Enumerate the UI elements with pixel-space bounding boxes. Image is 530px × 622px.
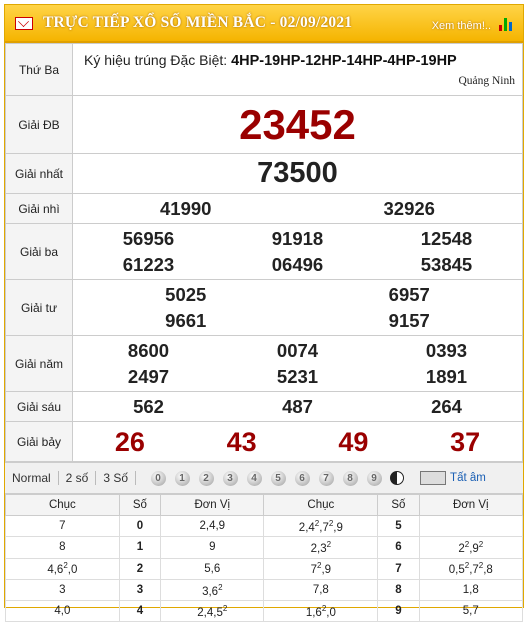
bar-chart-icon[interactable] bbox=[499, 18, 513, 31]
prize-5-value: 5231 bbox=[276, 365, 319, 387]
loto-row bbox=[6, 601, 523, 622]
prize-7-label: Giải bảy bbox=[6, 422, 73, 462]
digit-ball[interactable]: 0 bbox=[151, 471, 166, 486]
loto-table bbox=[5, 494, 523, 622]
loto-cell: $2,4^2,7^2,9$ bbox=[264, 516, 378, 537]
symbol-line bbox=[74, 52, 521, 69]
loto-rows bbox=[6, 516, 523, 622]
mail-icon bbox=[15, 17, 33, 30]
prize-5-value: 8600 bbox=[127, 339, 170, 361]
yin-yang-icon[interactable] bbox=[390, 471, 404, 485]
loto-cell: 2,4,9 bbox=[161, 516, 264, 537]
loto-cell: 3 bbox=[6, 579, 120, 600]
header-bar bbox=[5, 5, 523, 43]
loto-header: Chục bbox=[264, 495, 378, 516]
prize-3-value: 12548 bbox=[420, 227, 473, 249]
see-more-link[interactable]: Xem thêm!.. bbox=[431, 20, 491, 32]
prize-6-label: Giải sáu bbox=[6, 392, 73, 422]
print-icon[interactable] bbox=[420, 471, 446, 485]
loto-row bbox=[6, 579, 523, 600]
prize-1-value: 73500 bbox=[257, 157, 338, 189]
prize-3-value: 56956 bbox=[122, 227, 175, 249]
symbol-value: 4HP-19HP-12HP-14HP-4HP-19HP bbox=[231, 53, 457, 69]
prize-db-value: 23452 bbox=[239, 100, 356, 148]
loto-row bbox=[6, 558, 523, 579]
loto-header: Đơn Vị bbox=[161, 495, 264, 516]
prize-5-value: 0393 bbox=[425, 339, 468, 361]
prize-7-value: 37 bbox=[450, 426, 481, 457]
results-table bbox=[5, 43, 523, 462]
option-2-digits[interactable]: 2 số bbox=[59, 471, 97, 485]
prize-7-value: 43 bbox=[226, 426, 257, 457]
prize-6-value: 562 bbox=[133, 395, 164, 417]
loto-header: Số bbox=[378, 495, 419, 516]
loto-digit: 5 bbox=[378, 516, 419, 537]
loto-header: Số bbox=[119, 495, 160, 516]
digit-ball[interactable]: 2 bbox=[199, 471, 214, 486]
loto-digit: 8 bbox=[378, 579, 419, 600]
symbol-cell bbox=[73, 44, 523, 96]
loto-row bbox=[6, 516, 523, 537]
option-normal[interactable]: Normal bbox=[5, 471, 59, 485]
prize-2-value: 41990 bbox=[160, 197, 212, 219]
loto-digit: 3 bbox=[119, 579, 160, 600]
loto-cell: $7^2,9$ bbox=[264, 558, 378, 579]
loto-digit: 7 bbox=[378, 558, 419, 579]
loto-digit: 2 bbox=[119, 558, 160, 579]
digit-ball[interactable]: 5 bbox=[271, 471, 286, 486]
loto-cell: $2,3^2$ bbox=[264, 537, 378, 558]
prize-2-label: Giải nhì bbox=[6, 194, 73, 224]
loto-cell bbox=[419, 516, 522, 537]
digit-ball[interactable]: 6 bbox=[295, 471, 310, 486]
prize-3-value: 91918 bbox=[271, 227, 324, 249]
digit-ball[interactable]: 9 bbox=[367, 471, 382, 486]
results-panel bbox=[4, 4, 524, 619]
prize-4-value: 9157 bbox=[388, 309, 430, 331]
prize-7-value: 49 bbox=[338, 426, 369, 457]
loto-cell: 7,8 bbox=[264, 579, 378, 600]
option-3-digits[interactable]: 3 Số bbox=[96, 471, 136, 485]
loto-digit: 1 bbox=[119, 537, 160, 558]
loto-cell: $4,6^2,0$ bbox=[6, 558, 120, 579]
prize-3-value: 61223 bbox=[122, 253, 175, 275]
loto-digit: 0 bbox=[119, 516, 160, 537]
loto-cell: 9 bbox=[161, 537, 264, 558]
loto-cell: 5,7 bbox=[419, 601, 522, 622]
prize-3-value: 06496 bbox=[271, 253, 324, 275]
loto-cell: 2,4,5$^2$ bbox=[161, 601, 264, 622]
page-title: TRỰC TIẾP XỔ SỐ MIỀN BẮC - 02/09/2021 bbox=[43, 14, 353, 31]
digit-ball[interactable]: 8 bbox=[343, 471, 358, 486]
prize-5-value: 0074 bbox=[276, 339, 319, 361]
loto-cell: $1,6^2,0$ bbox=[264, 601, 378, 622]
loto-cell: $0,5^2,7^2,8$ bbox=[419, 558, 522, 579]
prize-4-value: 5025 bbox=[165, 283, 207, 305]
loto-cell: 8 bbox=[6, 537, 120, 558]
digit-ball[interactable]: 7 bbox=[319, 471, 334, 486]
prize-5-value: 1891 bbox=[425, 365, 468, 387]
prize-7-value: 26 bbox=[114, 426, 145, 457]
loto-cell: $3,6^2$ bbox=[161, 579, 264, 600]
loto-digit: 6 bbox=[378, 537, 419, 558]
prize-3-label: Giải ba bbox=[6, 224, 73, 280]
prize-2-value: 32926 bbox=[383, 197, 435, 219]
loto-cell: 5,6 bbox=[161, 558, 264, 579]
mute-all-link[interactable]: Tất âm bbox=[450, 472, 486, 484]
prize-4-value: 9661 bbox=[165, 309, 207, 331]
prize-3-value: 53845 bbox=[420, 253, 473, 275]
prize-5-label: Giải năm bbox=[6, 336, 73, 392]
display-toolbar bbox=[5, 462, 523, 494]
digit-ball[interactable]: 3 bbox=[223, 471, 238, 486]
prize-db-label: Giải ĐB bbox=[6, 96, 73, 154]
prize-6-value: 487 bbox=[282, 395, 313, 417]
prize-4-label: Giải tư bbox=[6, 280, 73, 336]
digit-ball[interactable]: 1 bbox=[175, 471, 190, 486]
symbol-label: Ký hiệu trúng Đặc Biệt: bbox=[84, 52, 228, 68]
loto-cell: 4,0 bbox=[6, 601, 120, 622]
prize-6-value: 264 bbox=[431, 395, 462, 417]
loto-header: Chục bbox=[6, 495, 120, 516]
prize-1-label: Giải nhất bbox=[6, 154, 73, 194]
loto-digit: 9 bbox=[378, 601, 419, 622]
day-label: Thứ Ba bbox=[6, 44, 73, 96]
loto-cell: $2^2,9^2$ bbox=[419, 537, 522, 558]
prize-4-value: 6957 bbox=[388, 283, 430, 305]
loto-row bbox=[6, 537, 523, 558]
loto-cell: 1,8 bbox=[419, 579, 522, 600]
prize-5-value: 2497 bbox=[127, 365, 170, 387]
digit-ball[interactable]: 4 bbox=[247, 471, 262, 486]
loto-header: Đơn Vị bbox=[419, 495, 522, 516]
loto-cell: 7 bbox=[6, 516, 120, 537]
province-label: Quảng Ninh bbox=[458, 75, 515, 87]
loto-digit: 4 bbox=[119, 601, 160, 622]
